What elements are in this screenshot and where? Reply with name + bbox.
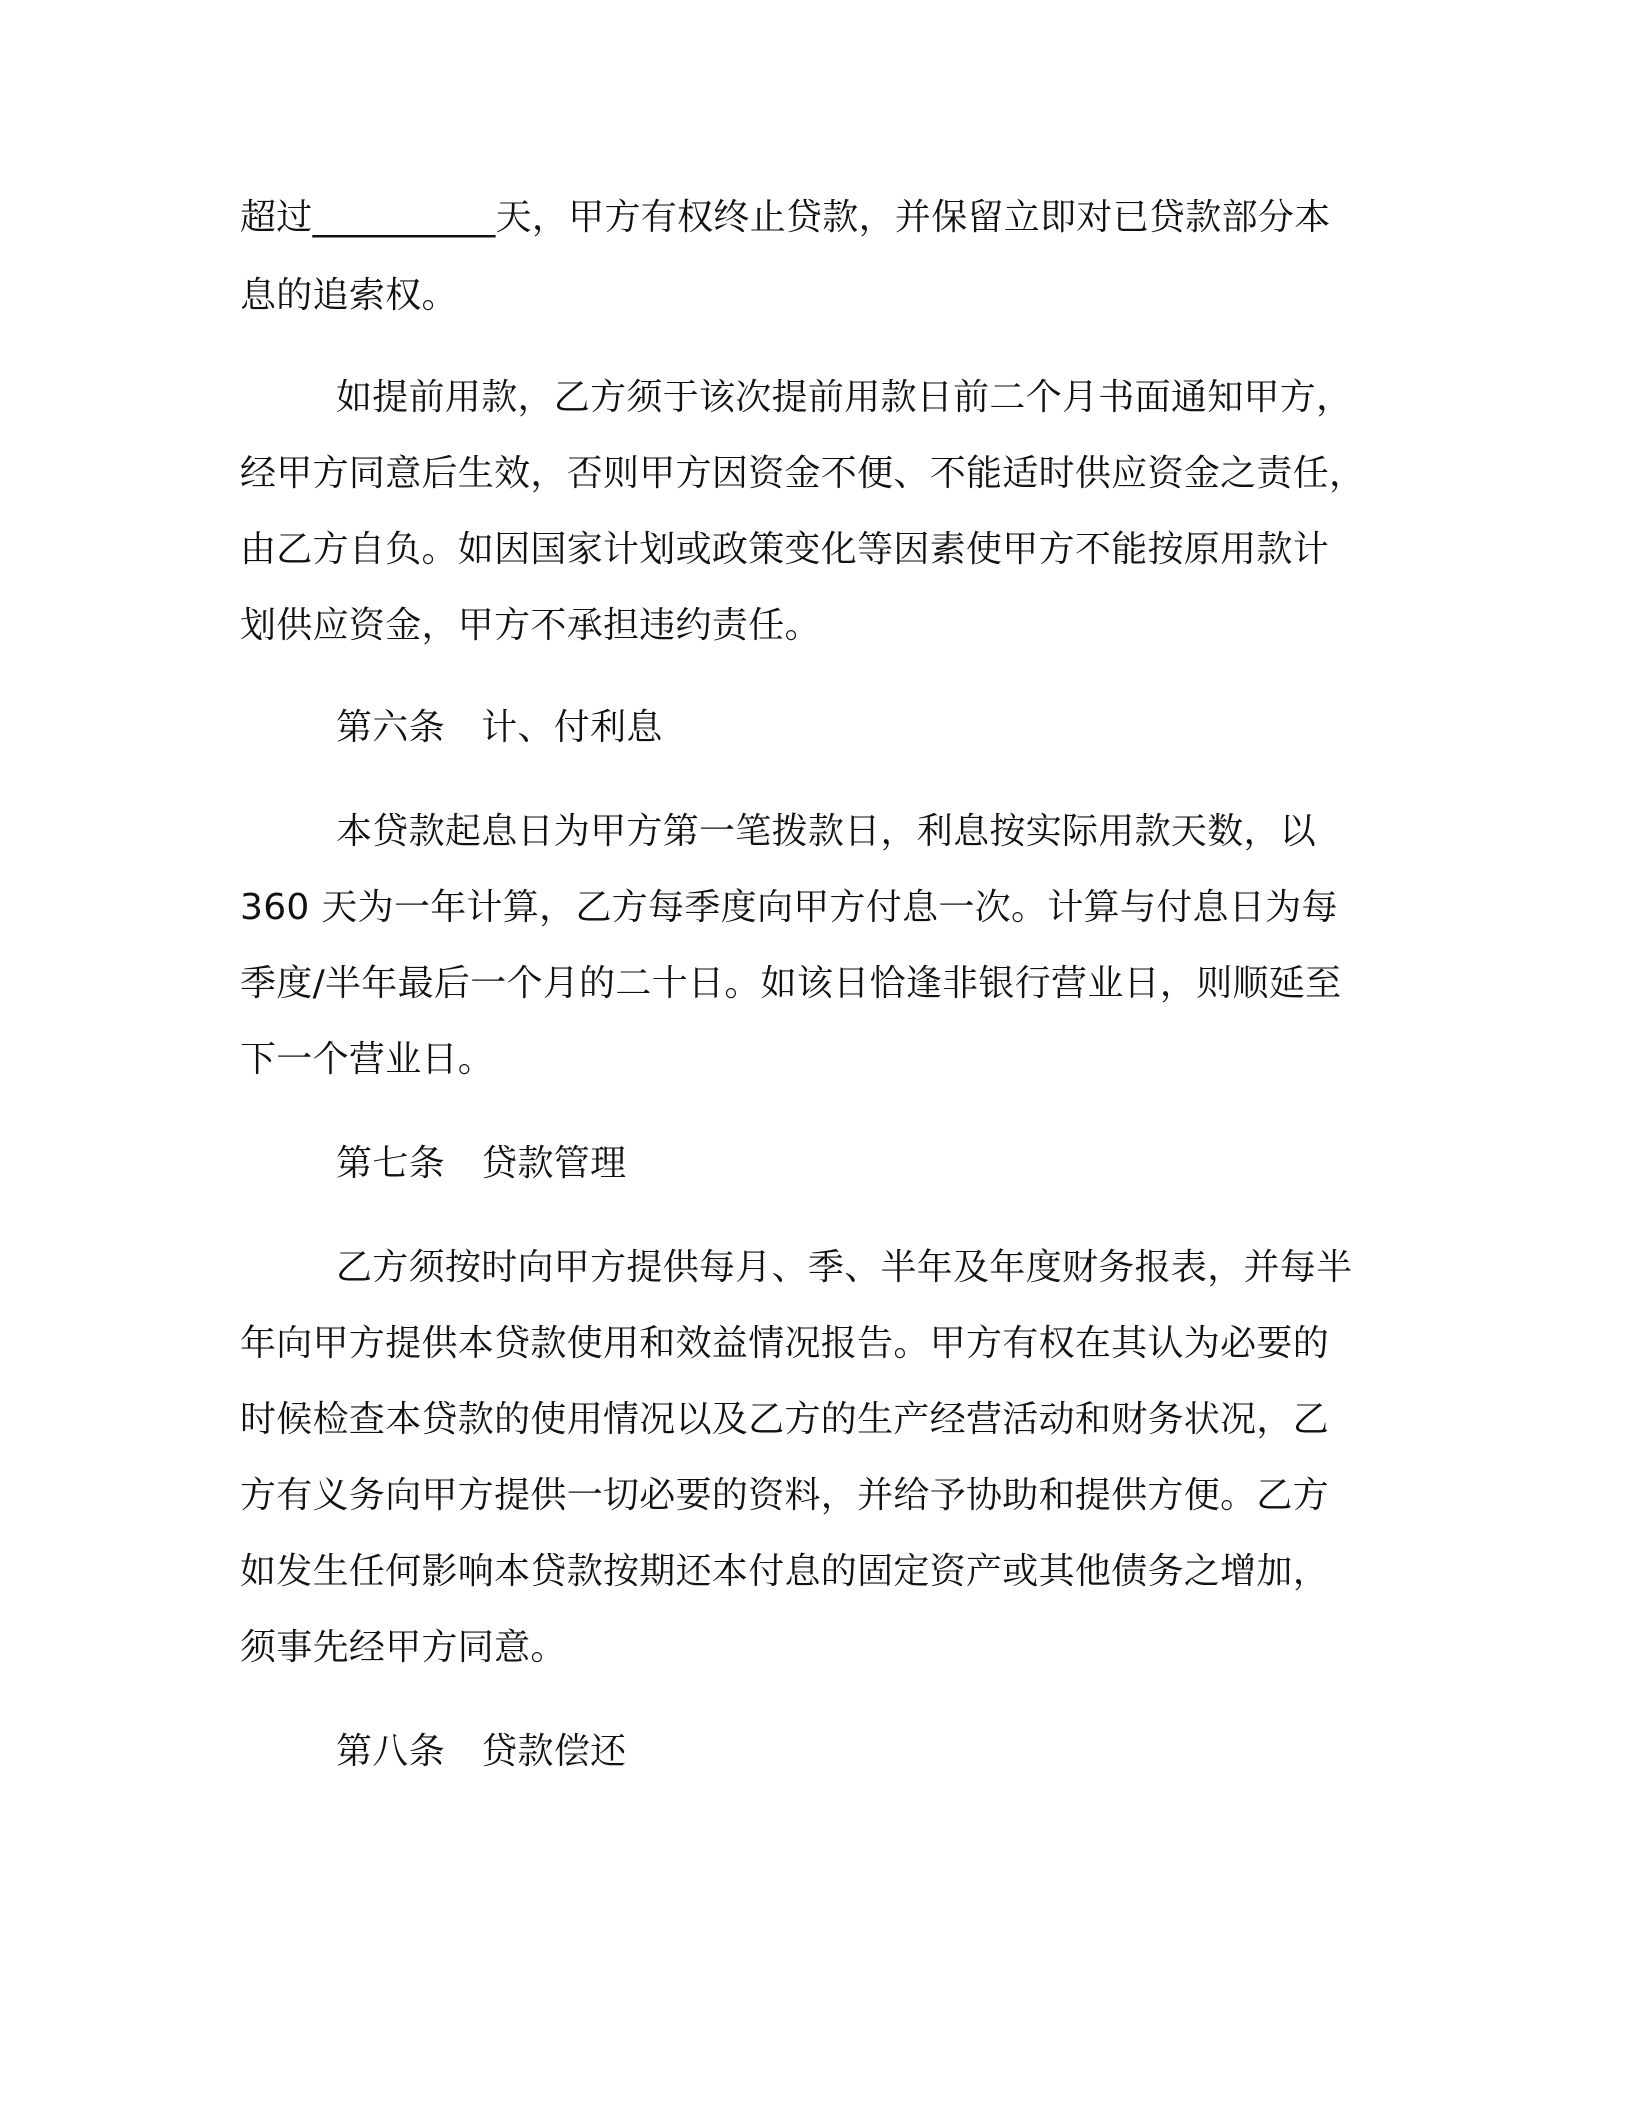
section-heading: 第六条 计、付利息 bbox=[336, 707, 663, 748]
paragraph-line: 超过__________天，甲方有权终止贷款，并保留立即对已贷款部分本 bbox=[240, 197, 1331, 238]
section-heading: 第七条 贷款管理 bbox=[336, 1143, 627, 1184]
paragraph-line: 年向甲方提供本贷款使用和效益情况报告。甲方有权在其认为必要的 bbox=[240, 1323, 1330, 1364]
paragraph-line: 乙方须按时向甲方提供每月、季、半年及年度财务报表，并每半 bbox=[336, 1247, 1353, 1288]
paragraph-line: 本贷款起息日为甲方第一笔拨款日，利息按实际用款天数，以 bbox=[336, 811, 1317, 852]
section-heading: 第八条 贷款偿还 bbox=[336, 1731, 627, 1772]
paragraph-line: 季度/半年最后一个月的二十日。如该日恰逢非银行营业日，则顺延至 bbox=[240, 963, 1342, 1004]
paragraph-line: 由乙方自负。如因国家计划或政策变化等因素使甲方不能按原用款计 bbox=[240, 529, 1330, 570]
paragraph-line: 划供应资金，甲方不承担违约责任。 bbox=[240, 605, 821, 646]
paragraph-line: 如发生任何影响本贷款按期还本付息的固定资产或其他债务之增加， bbox=[240, 1551, 1330, 1592]
paragraph-line: 时候检查本贷款的使用情况以及乙方的生产经营活动和财务状况，乙 bbox=[240, 1399, 1330, 1440]
paragraph-line: 如提前用款，乙方须于该次提前用款日前二个月书面通知甲方， bbox=[336, 377, 1353, 418]
paragraph-line: 息的追索权。 bbox=[240, 275, 458, 316]
paragraph-line: 方有义务向甲方提供一切必要的资料，并给予协助和提供方便。乙方 bbox=[240, 1475, 1330, 1516]
paragraph-line: 经甲方同意后生效，否则甲方因资金不便、不能适时供应资金之责任， bbox=[240, 453, 1366, 494]
paragraph-line: 须事先经甲方同意。 bbox=[240, 1627, 567, 1668]
paragraph-line: 360 天为一年计算，乙方每季度向甲方付息一次。计算与付息日为每 bbox=[240, 887, 1338, 928]
paragraph-line: 下一个营业日。 bbox=[240, 1039, 495, 1080]
